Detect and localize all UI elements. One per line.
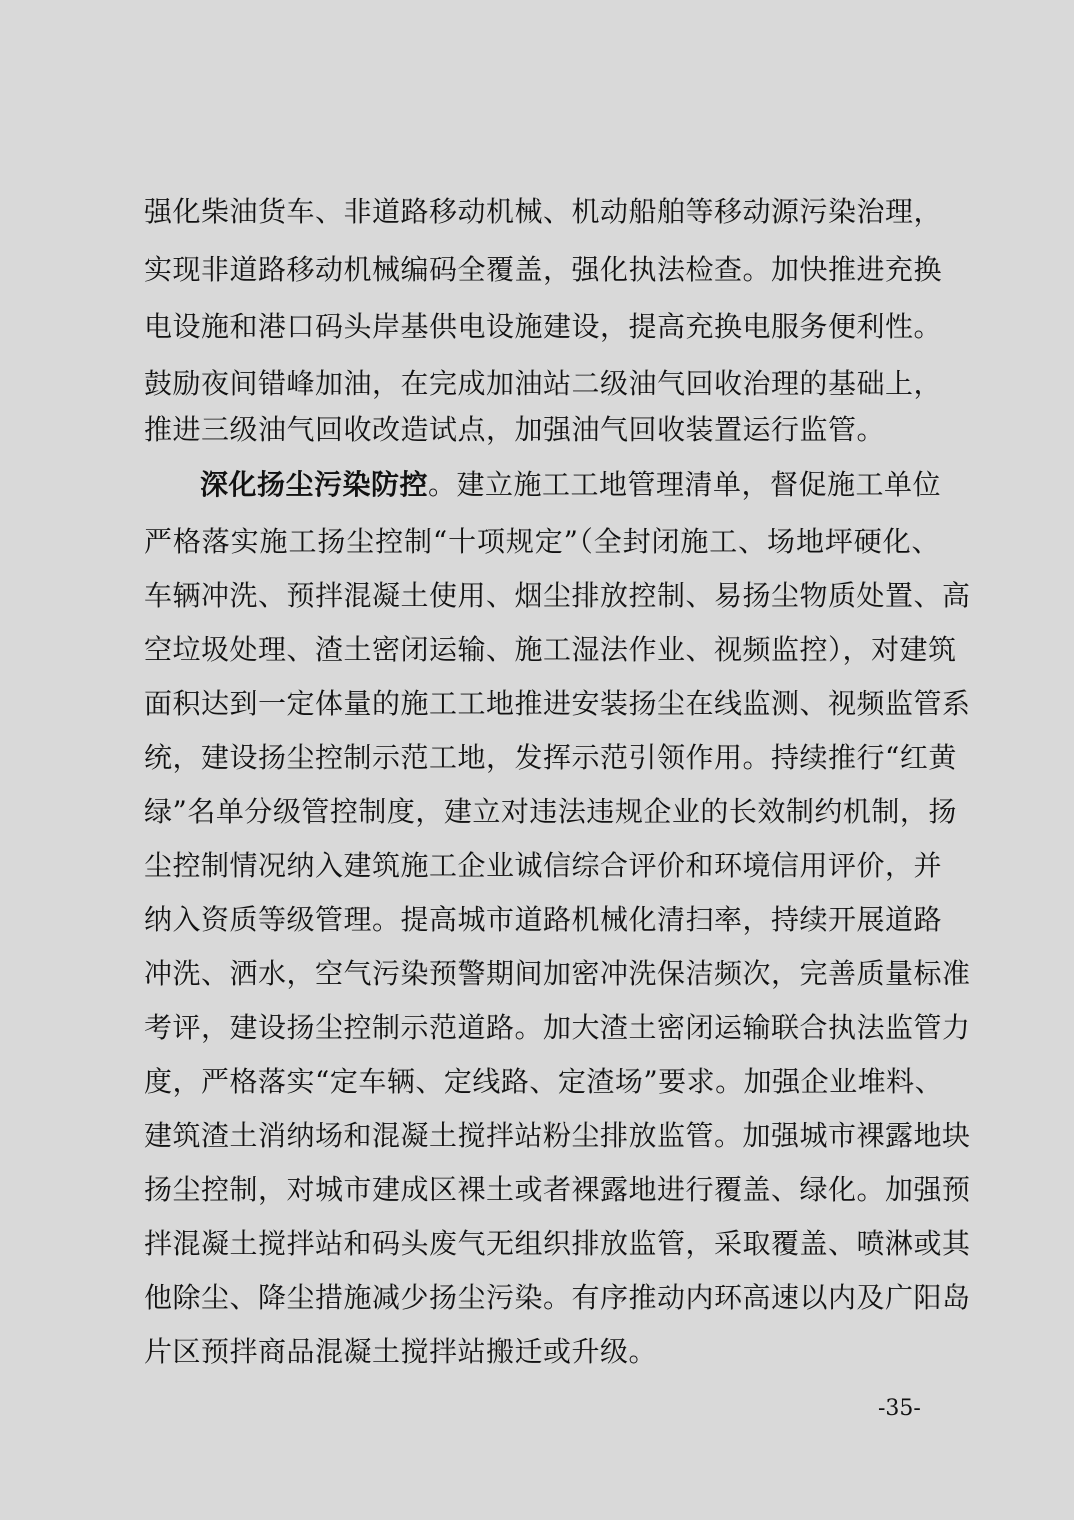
text-line: 片区预拌商品混凝土搅拌站搬迁或升级。	[144, 1335, 658, 1368]
page-number: -35-	[878, 1396, 921, 1421]
text-line: 鼓励夜间错峰加油，在完成加油站二级油气回收治理的基础上，	[144, 367, 943, 400]
text-line: 度，严格落实“定车辆、定线路、定渣场”要求。加强企业堆料、	[144, 1065, 944, 1098]
text-line: 尘控制情况纳入建筑施工企业诚信综合评价和环境信用评价，并	[144, 849, 943, 882]
text-line: 空垃圾处理、渣土密闭运输、施工湿法作业、视频监控），对建筑	[144, 633, 957, 666]
section-heading: 深化扬尘污染防控	[200, 468, 429, 501]
text-line: 严格落实施工扬尘控制“十项规定”（全封闭施工、场地坪硬化、	[144, 525, 940, 558]
paragraph-first-line	[200, 465, 940, 505]
text-line: 车辆冲洗、预拌混凝土使用、烟尘排放控制、易扬尘物质处置、高	[144, 579, 971, 612]
text-segment: 。建立施工工地管理清单，督促施工单位	[428, 468, 942, 501]
text-line: 实现非道路移动机械编码全覆盖，强化执法检查。加快推进充换	[144, 253, 943, 286]
text-line: 绿”名单分级管控制度，建立对违法违规企业的长效制约机制，扬	[144, 795, 957, 828]
text-line: 强化柴油货车、非道路移动机械、机动船舶等移动源污染治理，	[144, 195, 943, 228]
text-line: 电设施和港口码头岸基供电设施建设，提高充换电服务便利性。	[144, 310, 943, 343]
text-line: 扬尘控制，对城市建成区裸土或者裸露地进行覆盖、绿化。加强预	[144, 1173, 971, 1206]
text-line: 面积达到一定体量的施工工地推进安装扬尘在线监测、视频监管系	[144, 687, 971, 720]
text-line: 推进三级油气回收改造试点，加强油气回收装置运行监管。	[144, 413, 886, 446]
text-line: 冲洗、洒水，空气污染预警期间加密冲洗保洁频次，完善质量标准	[144, 957, 971, 990]
text-line: 统，建设扬尘控制示范工地，发挥示范引领作用。持续推行“红黄	[144, 741, 957, 774]
text-line: 拌混凝土搅拌站和码头废气无组织排放监管，采取覆盖、喷淋或其	[144, 1227, 971, 1260]
text-line: 建筑渣土消纳场和混凝土搅拌站粉尘排放监管。加强城市裸露地块	[144, 1119, 971, 1152]
text-line: 考评，建设扬尘控制示范道路。加大渣土密闭运输联合执法监管力	[144, 1011, 971, 1044]
text-line: 他除尘、降尘措施减少扬尘污染。有序推动内环高速以内及广阳岛	[144, 1281, 971, 1314]
text-line: 纳入资质等级管理。提高城市道路机械化清扫率，持续开展道路	[144, 903, 943, 936]
